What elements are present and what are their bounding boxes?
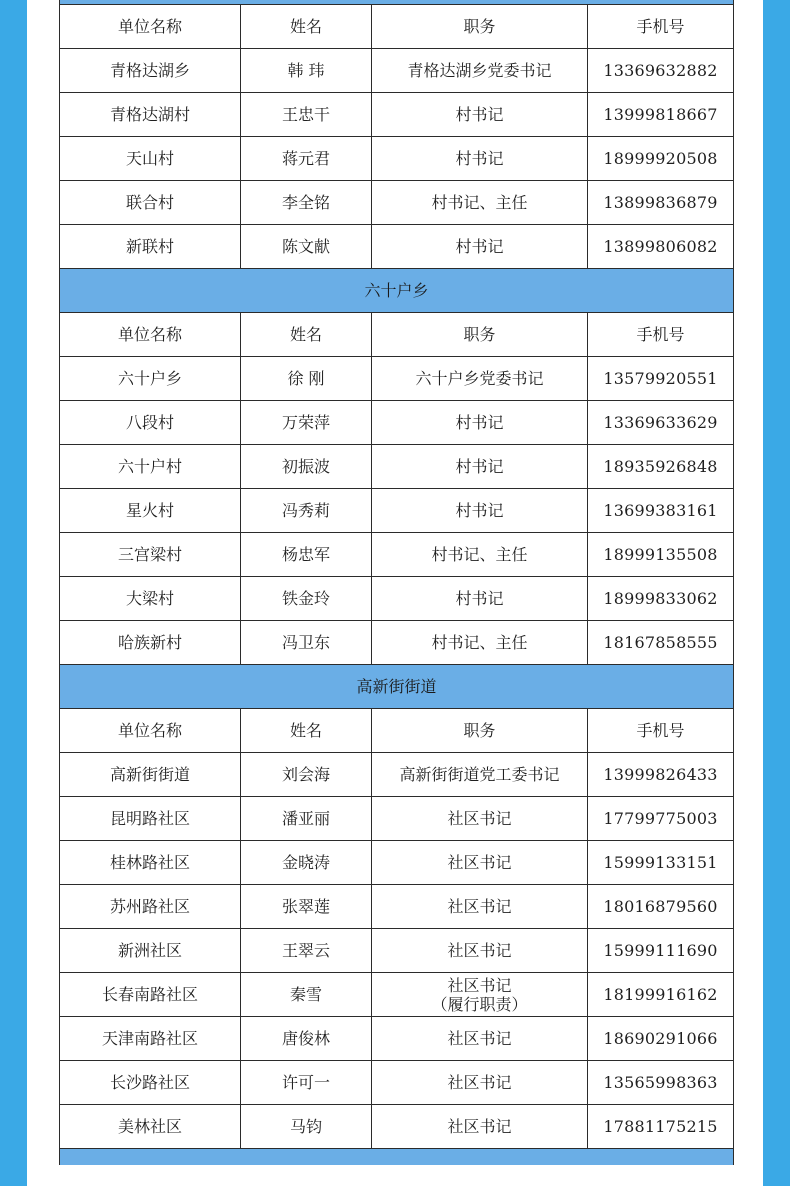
unit-cell: 长春南路社区 <box>60 973 241 1017</box>
contact-table <box>59 0 734 1165</box>
left-border-stripe <box>0 0 27 1186</box>
phone-cell[interactable]: 18935926848 <box>588 445 734 489</box>
unit-cell: 星火村 <box>60 489 241 533</box>
table-row <box>60 1105 734 1149</box>
unit-cell: 青格达湖村 <box>60 93 241 137</box>
phone-cell[interactable]: 13579920551 <box>588 357 734 401</box>
phone-cell[interactable]: 18999135508 <box>588 533 734 577</box>
title-cell: 村书记、主任 <box>372 533 588 577</box>
phone-cell[interactable]: 17799775003 <box>588 797 734 841</box>
header-row <box>60 5 734 49</box>
unit-cell: 六十户乡 <box>60 357 241 401</box>
name-cell: 初振波 <box>241 445 372 489</box>
phone-cell[interactable]: 13899806082 <box>588 225 734 269</box>
phone-cell[interactable]: 13999826433 <box>588 753 734 797</box>
table-row <box>60 577 734 621</box>
unit-cell: 青格达湖乡 <box>60 49 241 93</box>
unit-cell: 长沙路社区 <box>60 1061 241 1105</box>
phone-cell[interactable]: 15999133151 <box>588 841 734 885</box>
header-title: 职务 <box>372 5 588 49</box>
title-cell: 社区书记 <box>372 929 588 973</box>
title-cell: 村书记 <box>372 401 588 445</box>
table-row <box>60 1061 734 1105</box>
table-row <box>60 49 734 93</box>
phone-cell[interactable]: 18199916162 <box>588 973 734 1017</box>
title-cell: 村书记 <box>372 489 588 533</box>
header-row <box>60 709 734 753</box>
name-cell: 许可一 <box>241 1061 372 1105</box>
title-cell: 村书记 <box>372 137 588 181</box>
header-name: 姓名 <box>241 5 372 49</box>
name-cell: 金晓涛 <box>241 841 372 885</box>
unit-cell: 八段村 <box>60 401 241 445</box>
name-cell: 陈文献 <box>241 225 372 269</box>
header-row <box>60 313 734 357</box>
name-cell: 冯卫东 <box>241 621 372 665</box>
phone-cell[interactable]: 13699383161 <box>588 489 734 533</box>
table-row <box>60 885 734 929</box>
unit-cell: 联合村 <box>60 181 241 225</box>
phone-cell[interactable]: 15999111690 <box>588 929 734 973</box>
table-row <box>60 621 734 665</box>
title-cell: 社区书记 （履行职责） <box>372 973 588 1017</box>
title-cell: 村书记 <box>372 445 588 489</box>
bottom-section-strip <box>60 1149 734 1166</box>
phone-cell[interactable]: 18690291066 <box>588 1017 734 1061</box>
unit-cell: 天山村 <box>60 137 241 181</box>
title-cell: 村书记 <box>372 93 588 137</box>
header-title: 职务 <box>372 709 588 753</box>
table-row <box>60 93 734 137</box>
name-cell: 马钧 <box>241 1105 372 1149</box>
title-cell: 高新街街道党工委书记 <box>372 753 588 797</box>
name-cell: 杨忠军 <box>241 533 372 577</box>
unit-cell: 苏州路社区 <box>60 885 241 929</box>
unit-cell: 大梁村 <box>60 577 241 621</box>
name-cell: 王翠云 <box>241 929 372 973</box>
title-cell: 社区书记 <box>372 1061 588 1105</box>
header-name: 姓名 <box>241 313 372 357</box>
contact-table-body <box>60 0 734 1165</box>
unit-cell: 美林社区 <box>60 1105 241 1149</box>
title-cell: 社区书记 <box>372 797 588 841</box>
phone-cell[interactable]: 13899836879 <box>588 181 734 225</box>
section-row <box>60 665 734 709</box>
title-cell: 社区书记 <box>372 841 588 885</box>
table-row <box>60 973 734 1017</box>
table-row <box>60 533 734 577</box>
section-title: 高新街街道 <box>60 665 734 709</box>
name-cell: 韩 玮 <box>241 49 372 93</box>
table-row <box>60 1017 734 1061</box>
title-cell: 六十户乡党委书记 <box>372 357 588 401</box>
name-cell: 铁金玲 <box>241 577 372 621</box>
header-title: 职务 <box>372 313 588 357</box>
unit-cell: 新联村 <box>60 225 241 269</box>
table-row <box>60 137 734 181</box>
phone-cell[interactable]: 13565998363 <box>588 1061 734 1105</box>
unit-cell: 高新街街道 <box>60 753 241 797</box>
header-unit: 单位名称 <box>60 709 241 753</box>
name-cell: 唐俊林 <box>241 1017 372 1061</box>
content-panel <box>27 0 763 1186</box>
title-cell: 村书记 <box>372 225 588 269</box>
title-cell: 社区书记 <box>372 1105 588 1149</box>
header-phone: 手机号 <box>588 5 734 49</box>
name-cell: 秦雪 <box>241 973 372 1017</box>
phone-cell[interactable]: 13369633629 <box>588 401 734 445</box>
table-row <box>60 181 734 225</box>
header-unit: 单位名称 <box>60 5 241 49</box>
table-row <box>60 797 734 841</box>
right-border-stripe <box>763 0 790 1186</box>
phone-cell[interactable]: 17881175215 <box>588 1105 734 1149</box>
name-cell: 刘会海 <box>241 753 372 797</box>
title-cell: 社区书记 <box>372 885 588 929</box>
phone-cell[interactable]: 18167858555 <box>588 621 734 665</box>
name-cell: 潘亚丽 <box>241 797 372 841</box>
unit-cell: 天津南路社区 <box>60 1017 241 1061</box>
table-row <box>60 929 734 973</box>
title-cell: 村书记、主任 <box>372 621 588 665</box>
phone-cell[interactable]: 13999818667 <box>588 93 734 137</box>
table-row <box>60 489 734 533</box>
header-name: 姓名 <box>241 709 372 753</box>
title-cell: 青格达湖乡党委书记 <box>372 49 588 93</box>
phone-cell[interactable]: 18999920508 <box>588 137 734 181</box>
header-unit: 单位名称 <box>60 313 241 357</box>
name-cell: 徐 刚 <box>241 357 372 401</box>
unit-cell: 新洲社区 <box>60 929 241 973</box>
table-row <box>60 225 734 269</box>
header-phone: 手机号 <box>588 709 734 753</box>
unit-cell: 三宫梁村 <box>60 533 241 577</box>
table-row <box>60 401 734 445</box>
table-row <box>60 445 734 489</box>
name-cell: 冯秀莉 <box>241 489 372 533</box>
title-cell: 村书记 <box>372 577 588 621</box>
name-cell: 李全铭 <box>241 181 372 225</box>
table-row <box>60 841 734 885</box>
header-phone: 手机号 <box>588 313 734 357</box>
phone-cell[interactable]: 18016879560 <box>588 885 734 929</box>
title-cell: 村书记、主任 <box>372 181 588 225</box>
unit-cell: 哈族新村 <box>60 621 241 665</box>
title-cell: 社区书记 <box>372 1017 588 1061</box>
section-title: 六十户乡 <box>60 269 734 313</box>
section-row <box>60 269 734 313</box>
phone-cell[interactable]: 18999833062 <box>588 577 734 621</box>
unit-cell: 六十户村 <box>60 445 241 489</box>
name-cell: 蒋元君 <box>241 137 372 181</box>
name-cell: 张翠莲 <box>241 885 372 929</box>
phone-cell[interactable]: 13369632882 <box>588 49 734 93</box>
unit-cell: 昆明路社区 <box>60 797 241 841</box>
unit-cell: 桂林路社区 <box>60 841 241 885</box>
table-row <box>60 357 734 401</box>
name-cell: 王忠干 <box>241 93 372 137</box>
name-cell: 万荣萍 <box>241 401 372 445</box>
table-row <box>60 753 734 797</box>
